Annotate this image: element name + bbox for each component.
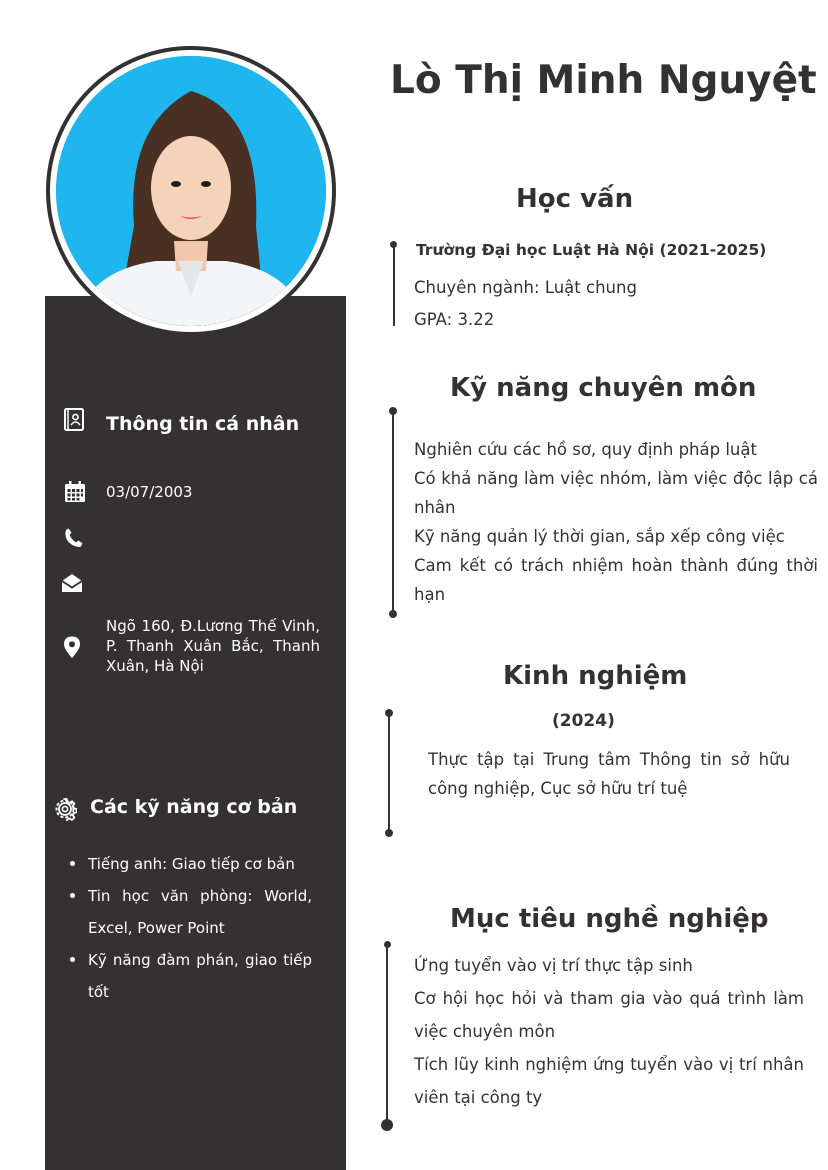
phone-icon <box>62 526 86 550</box>
objective-item: Tích lũy kinh nghiệm ứng tuyển vào vị trí nhân viên tại công ty <box>414 1055 804 1107</box>
skill-item: Nghiên cứu các hồ sơ, quy định pháp luật <box>414 440 757 459</box>
education-major: Chuyên ngành: Luật chung <box>414 278 637 297</box>
skills-list <box>414 435 818 609</box>
basic-skill-item: Kỹ năng đàm phán, giao tiếp tốt <box>66 944 312 1008</box>
education-gpa: GPA: 3.22 <box>414 310 495 329</box>
candidate-name: Lò Thị Minh Nguyệt <box>390 58 817 103</box>
experience-description: Thực tập tại Trung tâm Thông tin sở hữu công nghiệp, Cục sở hữu trí tuệ <box>428 750 790 798</box>
skills-timeline-line <box>392 411 394 614</box>
objective-timeline-dot-bottom <box>381 1119 393 1131</box>
calendar-icon <box>63 480 87 504</box>
gear-icon <box>53 797 77 821</box>
birthdate: 03/07/2003 <box>106 483 193 501</box>
basic-skills-list <box>66 848 312 1008</box>
education-school: Trường Đại học Luật Hà Nội (2021-2025) <box>416 241 767 259</box>
personal-info-title: Thông tin cá nhân <box>106 413 300 435</box>
education-title: Học vấn <box>516 184 634 214</box>
location-pin-icon <box>60 635 84 659</box>
id-card-icon <box>62 407 86 431</box>
profile-photo <box>56 56 326 326</box>
skill-item: Cam kết có trách nhiệm hoàn thành đúng thời hạn <box>414 556 818 604</box>
envelope-icon <box>60 571 84 595</box>
portrait-illustration <box>56 56 326 326</box>
address: Ngõ 160, Đ.Lương Thế Vinh, P. Thanh Xuân Bắc, Thanh Xuân, Hà Nội <box>106 617 320 675</box>
objective-item: Cơ hội học hỏi và tham gia vào quá trình làm việc chuyên môn <box>414 989 804 1041</box>
basic-skill-item: Tin học văn phòng: World, Excel, Power Point <box>66 880 312 944</box>
experience-timeline-line <box>388 713 390 833</box>
experience-timeline-dot-bottom <box>385 829 393 837</box>
skills-timeline-dot-bottom <box>389 610 397 618</box>
education-timeline-line <box>393 244 395 326</box>
objective-title: Mục tiêu nghề nghiệp <box>450 904 769 934</box>
skill-item: Có khả năng làm việc nhóm, làm việc độc lập cá nhân <box>414 469 818 517</box>
objective-item: Ứng tuyển vào vị trí thực tập sinh <box>414 956 693 975</box>
basic-skill-item: Tiếng anh: Giao tiếp cơ bản <box>66 848 312 880</box>
basic-skills-title: Các kỹ năng cơ bản <box>90 796 298 818</box>
skill-item: Kỹ năng quản lý thời gian, sắp xếp công việc <box>414 527 785 546</box>
experience-year: (2024) <box>552 711 615 731</box>
profile-photo-frame <box>46 46 336 336</box>
objective-timeline-line <box>386 944 388 1124</box>
experience-title: Kinh nghiệm <box>503 661 688 691</box>
skills-title: Kỹ năng chuyên môn <box>450 373 757 403</box>
objective-list <box>414 949 804 1114</box>
